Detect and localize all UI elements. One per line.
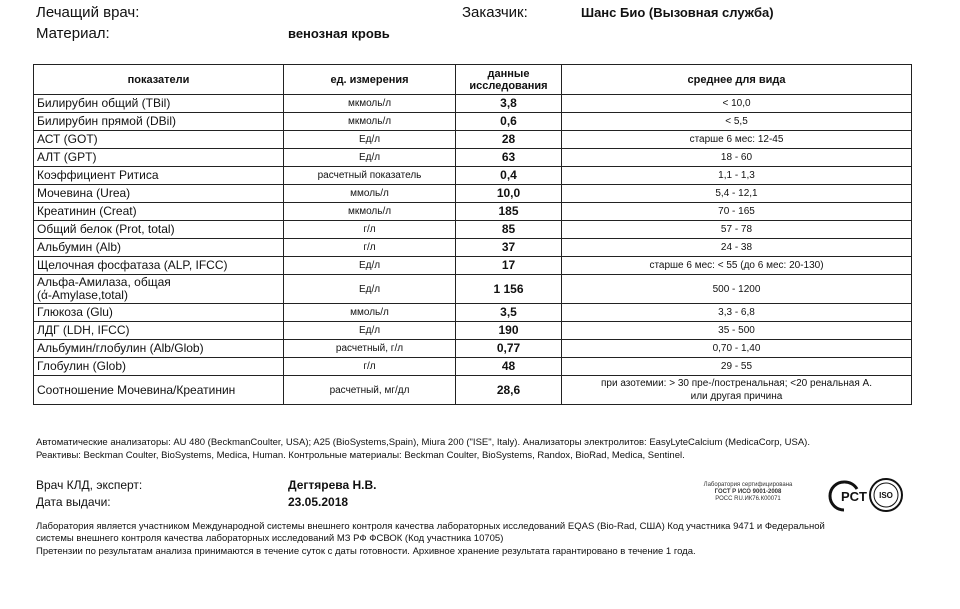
indicator-name: Щелочная фосфатаза (ALP, IFCC) (34, 257, 284, 275)
results-table (33, 64, 912, 405)
unit-cell: расчетный показатель (284, 167, 456, 185)
table-row (34, 221, 912, 239)
indicator-name: Альбумин (Alb) (34, 239, 284, 257)
doctor-label: Лечащий врач: (36, 4, 140, 21)
indicator-name: Альфа-Амилаза, общая (ά-Amylase,total) (34, 275, 284, 304)
table-row (34, 376, 912, 405)
cert-line-3: РОСС RU.ИК76.К00071 (715, 496, 781, 502)
reference-range: 500 - 1200 (562, 275, 912, 304)
col-header-indicator: показатели (34, 65, 284, 95)
reference-range: < 5,5 (562, 113, 912, 131)
table-header-row (34, 65, 912, 95)
issue-date-label: Дата выдачи: (36, 495, 111, 509)
signature-doctor-name: Дегтярева Н.В. (288, 478, 377, 492)
result-value: 17 (456, 257, 562, 275)
indicator-name: Глобулин (Glob) (34, 358, 284, 376)
result-value: 0,6 (456, 113, 562, 131)
indicator-name: АСТ (GOT) (34, 131, 284, 149)
result-value: 37 (456, 239, 562, 257)
result-value: 3,8 (456, 95, 562, 113)
unit-cell: ммоль/л (284, 304, 456, 322)
iso-logo-icon (868, 477, 904, 513)
indicator-name: Глюкоза (Glu) (34, 304, 284, 322)
result-value: 0,77 (456, 340, 562, 358)
result-value: 85 (456, 221, 562, 239)
certification-text (683, 482, 813, 503)
customer-label: Заказчик: (462, 4, 528, 21)
result-value: 28 (456, 131, 562, 149)
reference-range: 24 - 38 (562, 239, 912, 257)
table-row (34, 131, 912, 149)
eqas-note-line-2: системы внешнего контроля качества лабораторных исследований МЗ РФ ФСВОК (Код участника 10705) (36, 533, 504, 544)
table-row (34, 185, 912, 203)
reference-range: старше 6 мес: 12-45 (562, 131, 912, 149)
analyzers-note: Автоматические анализаторы: AU 480 (BeckmanCoulter, USA); A25 (BioSystems,Spain), Miura 200 ("ISE", Italy). Анализаторы электролитов: EasyLyteCalcium (MedicaCorp, USA). (36, 437, 810, 448)
reference-range: 29 - 55 (562, 358, 912, 376)
unit-cell: мкмоль/л (284, 113, 456, 131)
result-value: 190 (456, 322, 562, 340)
indicator-name: Альбумин/глобулин (Alb/Glob) (34, 340, 284, 358)
result-value: 63 (456, 149, 562, 167)
col-header-result: данные исследования (456, 65, 562, 95)
issue-date-value: 23.05.2018 (288, 495, 349, 509)
unit-cell: Ед/л (284, 257, 456, 275)
table-row (34, 203, 912, 221)
reference-range: 3,3 - 6,8 (562, 304, 912, 322)
pct-logo-icon (824, 479, 867, 513)
reference-range: 0,70 - 1,40 (562, 340, 912, 358)
result-value: 10,0 (456, 185, 562, 203)
table-row (34, 275, 912, 304)
unit-cell: ммоль/л (284, 185, 456, 203)
table-row (34, 340, 912, 358)
table-row (34, 95, 912, 113)
table-row (34, 239, 912, 257)
result-value: 3,5 (456, 304, 562, 322)
material-label: Материал: (36, 25, 110, 42)
unit-cell: расчетный, г/л (284, 340, 456, 358)
pct-logo-text: PCT (841, 489, 867, 504)
results-body (34, 95, 912, 405)
indicator-name: ЛДГ (LDH, IFCC) (34, 322, 284, 340)
result-value: 48 (456, 358, 562, 376)
reference-range: 35 - 500 (562, 322, 912, 340)
cert-line-2: ГОСТ Р ИСО 9001-2008 (714, 489, 782, 495)
indicator-name: АЛТ (GPT) (34, 149, 284, 167)
reference-range: 5,4 - 12,1 (562, 185, 912, 203)
indicator-name: Соотношение Мочевина/Креатинин (34, 376, 284, 405)
unit-cell: Ед/л (284, 149, 456, 167)
table-row (34, 322, 912, 340)
unit-cell: Ед/л (284, 131, 456, 149)
unit-cell: мкмоль/л (284, 95, 456, 113)
reference-range: 70 - 165 (562, 203, 912, 221)
result-value: 0,4 (456, 167, 562, 185)
reference-range: 18 - 60 (562, 149, 912, 167)
unit-cell: Ед/л (284, 275, 456, 304)
unit-cell: г/л (284, 221, 456, 239)
material-value: венозная кровь (288, 26, 390, 41)
table-row (34, 167, 912, 185)
col-header-unit: ед. измерения (284, 65, 456, 95)
indicator-name: Билирубин общий (TBil) (34, 95, 284, 113)
indicator-name: Билирубин прямой (DBil) (34, 113, 284, 131)
signature-doctor-label: Врач КЛД, эксперт: (36, 478, 143, 492)
reference-range: при азотемии: > 30 пре-/постренальная; <20 ренальная А. или другая причина (562, 376, 912, 405)
table-row (34, 257, 912, 275)
indicator-name: Креатинин (Creat) (34, 203, 284, 221)
table-row (34, 149, 912, 167)
col-header-reference: среднее для вида (562, 65, 912, 95)
table-row (34, 358, 912, 376)
unit-cell: г/л (284, 239, 456, 257)
indicator-name: Коэффициент Ритиса (34, 167, 284, 185)
reference-range: старше 6 мес: < 55 (до 6 мес: 20-130) (562, 257, 912, 275)
unit-cell: Ед/л (284, 322, 456, 340)
indicator-name: Общий белок (Prot, total) (34, 221, 284, 239)
reference-range: < 10,0 (562, 95, 912, 113)
reagents-note: Реактивы: Beckman Coulter, BioSystems, Medica, Human. Контрольные материалы: Beckman Coulter, BioSystems, Randox, BioRad, Medica, Sentinel. (36, 450, 685, 461)
table-row (34, 113, 912, 131)
result-value: 185 (456, 203, 562, 221)
unit-cell: г/л (284, 358, 456, 376)
unit-cell: мкмоль/л (284, 203, 456, 221)
cert-line-1: Лаборатория сертифицирована (703, 482, 793, 488)
unit-cell: расчетный, мг/дл (284, 376, 456, 405)
reference-range: 57 - 78 (562, 221, 912, 239)
customer-value: Шанс Био (Вызовная служба) (581, 5, 774, 20)
table-row (34, 304, 912, 322)
result-value: 1 156 (456, 275, 562, 304)
result-value: 28,6 (456, 376, 562, 405)
reference-range: 1,1 - 1,3 (562, 167, 912, 185)
eqas-note-line-1: Лаборатория является участником Международной системы внешнего контроля качества лабораторных исследований EQAS (Bio-Rad, США) Код участника 9471 и Федеральной (36, 521, 825, 532)
iso-logo-text: ISO (879, 491, 893, 500)
claims-note: Претензии по результатам анализа принимаются в течение суток с даты готовности. Архивное хранение результата гарантировано в течение 1 года. (36, 546, 696, 557)
indicator-name: Мочевина (Urea) (34, 185, 284, 203)
